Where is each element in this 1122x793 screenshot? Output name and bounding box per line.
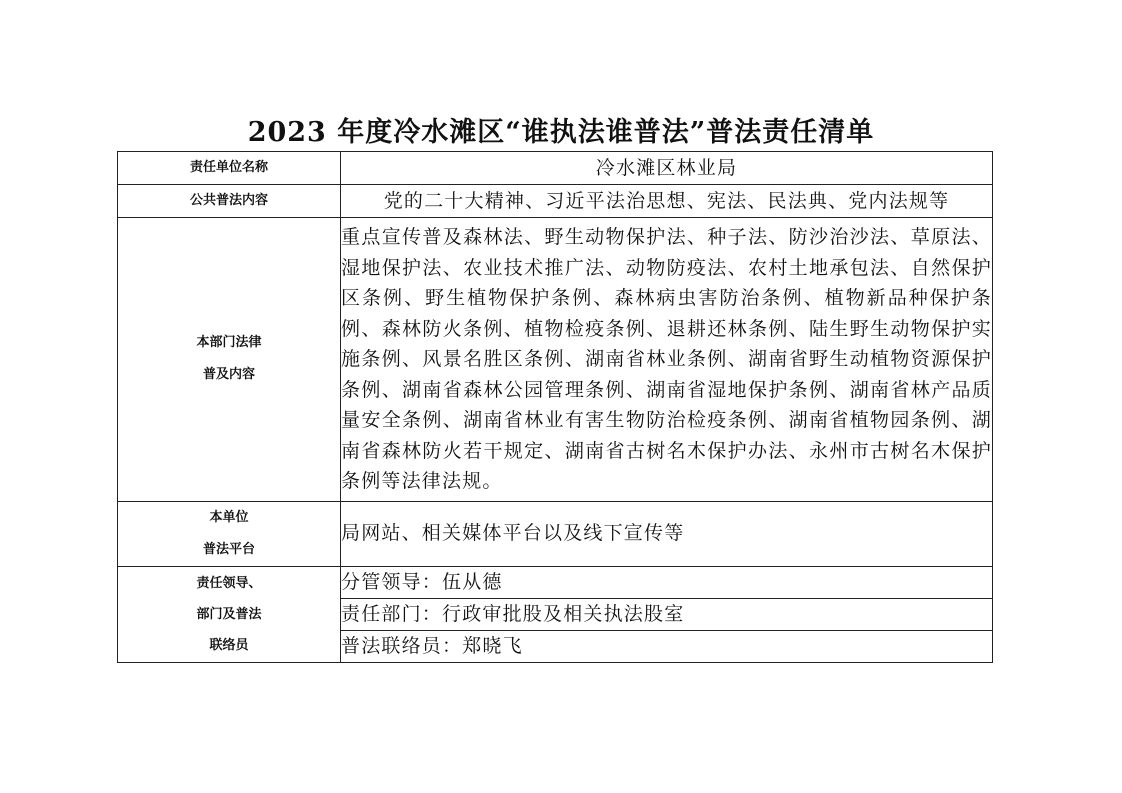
- dept-law-label: [118, 218, 341, 502]
- platform-value: 局网站、相关媒体平台以及线下宣传等: [341, 501, 993, 566]
- department-value: 责任部门：行政审批股及相关执法股室: [341, 598, 993, 630]
- responsibility-table: [117, 151, 993, 663]
- table-row-platform: [118, 501, 993, 566]
- document-title: 2023 年度冷水滩区“谁执法谁普法”普法责任清单: [247, 117, 875, 148]
- responsibility-label-line2: 部门及普法: [196, 606, 262, 622]
- platform-label: [118, 501, 341, 566]
- responsibility-label-line3: 联络员: [209, 637, 249, 653]
- platform-label-line2: 普法平台: [202, 541, 255, 557]
- leader-value: 分管领导：伍从德: [341, 566, 993, 598]
- dept-law-value: 重点宣传普及森林法、野生动物保护法、种子法、防沙治沙法、草原法、湿地保护法、农业技术推广法、动物防疫法、农村土地承包法、自然保护区条例、野生植物保护条例、森林病虫害防治条例、植物新品种保护条例、森林防火条例、植物检疫条例、退耕还林条例、陆生野生动物保护实施条例、风景名胜区条例、湖南省林业条例、湖南省野生动植物资源保护条例、湖南省森林公园管理条例、湖南省湿地保护条例、湖南省林产品质量安全条例、湖南省林业有害生物防治检疫条例、湖南省植物园条例、湖南省森林防火若干规定、湖南省古树名木保护办法、永州市古树名木保护条例等法律法规。: [341, 218, 993, 502]
- responsibility-label-line1: 责任领导、: [196, 575, 262, 591]
- table-row-dept-law: [118, 218, 993, 502]
- table-row-public-content: [118, 185, 993, 218]
- platform-label-line1: 本单位: [209, 509, 249, 525]
- public-content-value: 党的二十大精神、习近平法治思想、宪法、民法典、党内法规等: [341, 185, 993, 218]
- responsibility-label: [118, 566, 341, 662]
- liaison-value: 普法联络员：郑晓飞: [341, 630, 993, 662]
- dept-law-label-line1: 本部门法律: [196, 335, 262, 351]
- unit-name-value: 冷水滩区林业局: [341, 152, 993, 185]
- public-content-label: 公共普法内容: [118, 185, 341, 218]
- unit-name-label: 责任单位名称: [118, 152, 341, 185]
- table-row-leader: [118, 566, 993, 598]
- table-row-unit: [118, 152, 993, 185]
- dept-law-label-line2: 普及内容: [202, 367, 255, 383]
